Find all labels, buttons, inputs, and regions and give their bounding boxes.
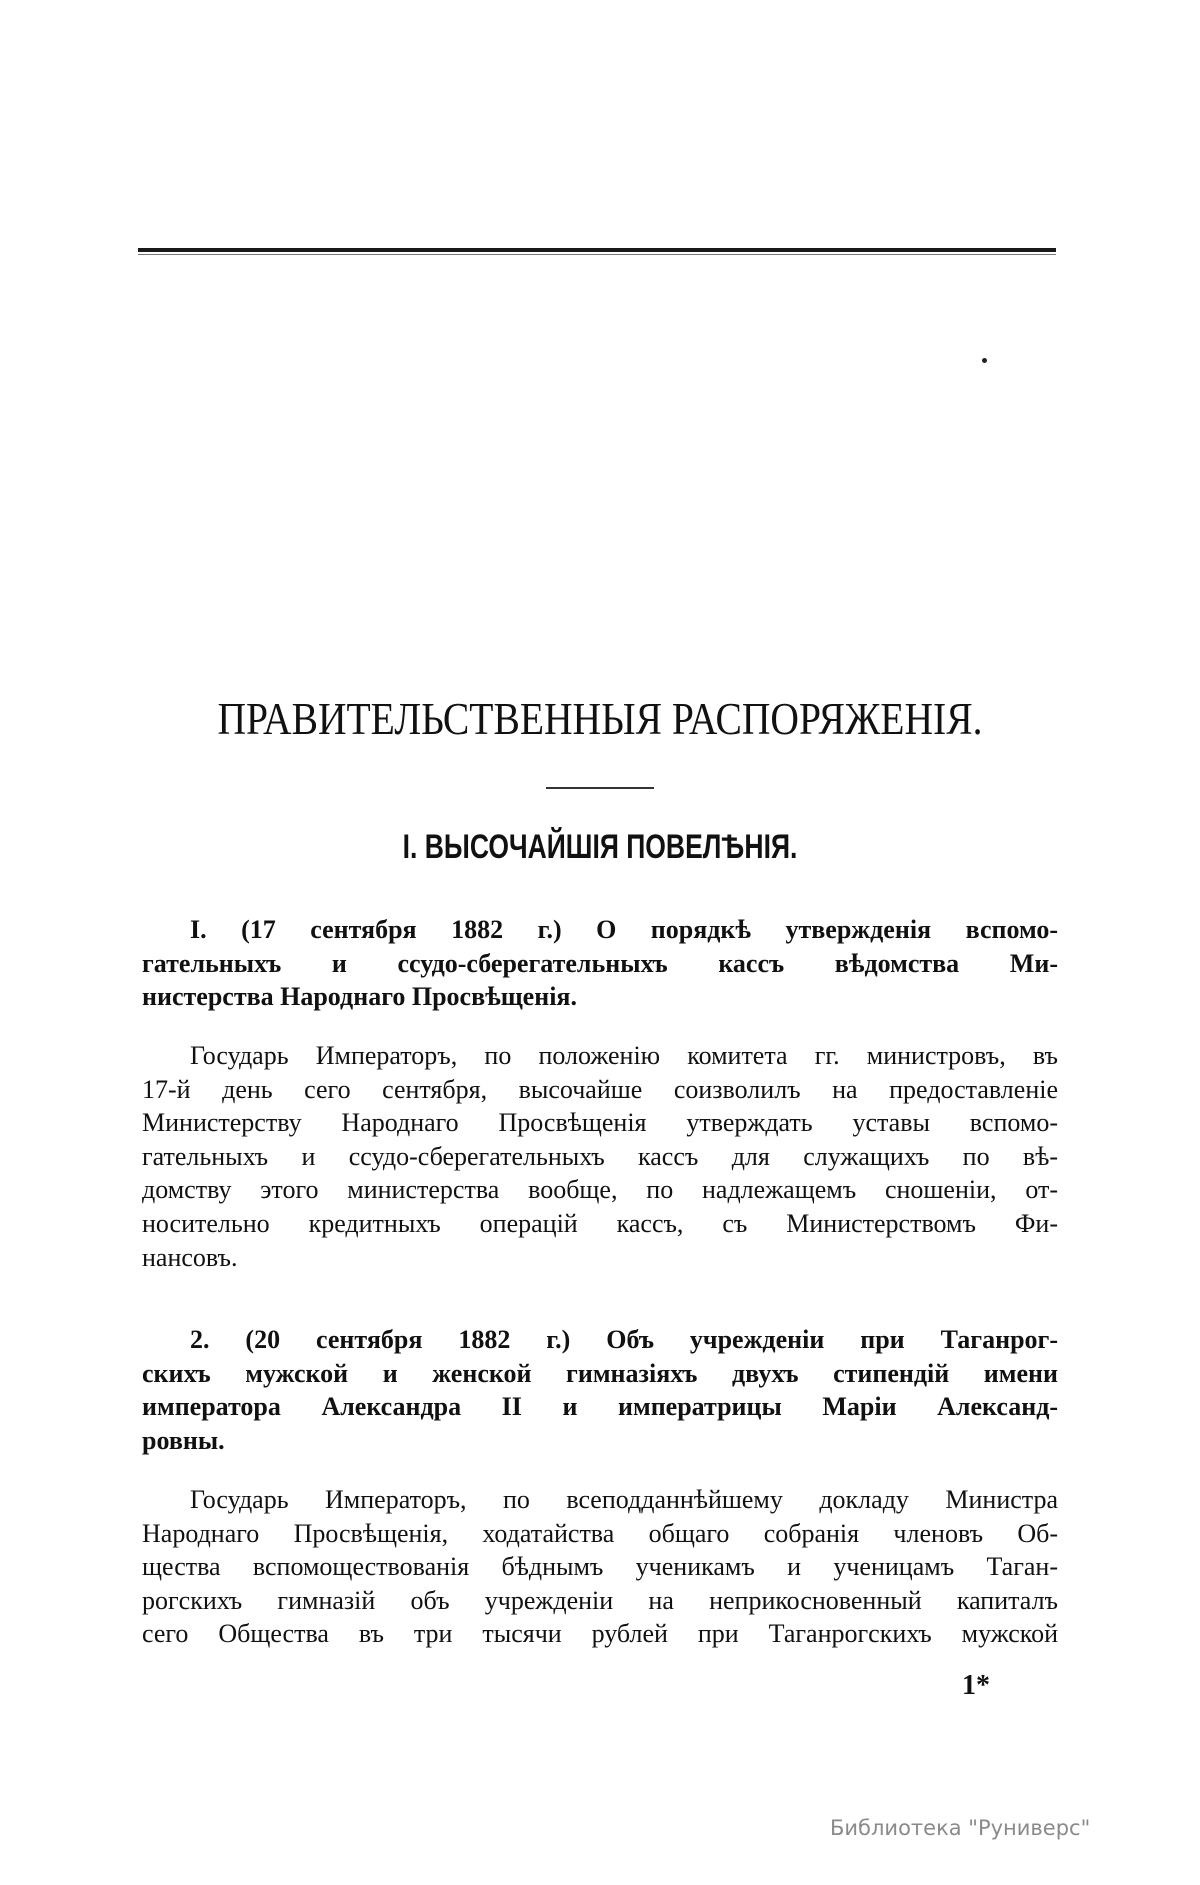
top-rule [138, 248, 1056, 252]
section-heading: I. ВЫСОЧАЙШІЯ ПОВЕЛѢНІЯ. [402, 828, 798, 866]
text-line: 17-й день сего сентября, высочайше соизволилъ на предоставленіе [142, 1074, 1058, 1104]
text-line: I. (17 сентября 1882 г.) О порядкѣ утвержденія вспомо- [190, 915, 1058, 944]
text-line: императора Александра II и императрицы Маріи Александ- [142, 1392, 1058, 1422]
text-line: ровны. [142, 1425, 225, 1455]
page-title: ПРАВИТЕЛЬСТВЕННЫЯ РАСПОРЯЖЕНІЯ. [217, 693, 983, 744]
item-2-body [142, 1483, 1058, 1651]
text-line: Государь Императоръ, по положенію комитета гг. министровъ, въ [190, 1041, 1058, 1070]
text-line: гательныхъ и ссудо-сберегательныхъ кассъ вѣдомства Ми- [142, 948, 1058, 978]
text-line: Государь Императоръ, по всеподданнѣйшему докладу Министра [190, 1485, 1058, 1514]
signature-mark: 1* [962, 1670, 990, 1701]
text-line: Народнаго Просвѣщенія, ходатайства общаго собранія членовъ Об- [142, 1518, 1058, 1548]
text-line: нансовъ. [142, 1242, 238, 1272]
text-line: сего Общества въ три тысячи рублей при Таганрогскихъ мужской [142, 1619, 1058, 1649]
scan-speck [982, 358, 987, 363]
text-line: щества вспомоществованія бѣднымъ ученикамъ и ученицамъ Таган- [142, 1552, 1058, 1582]
library-watermark: Библиотека "Руниверс" [830, 1816, 1091, 1840]
text-line: Министерству Народнаго Просвѣщенія утверждать уставы вспомо- [142, 1108, 1058, 1138]
item-1-heading [142, 913, 1058, 1014]
text-line: нистерства Народнаго Просвѣщенія. [142, 982, 577, 1012]
item-2-heading [142, 1323, 1058, 1457]
item-1-body [142, 1039, 1058, 1274]
text-line: носительно кредитныхъ операцій кассъ, съ Министерствомъ Фи- [142, 1208, 1058, 1238]
text-line: гательныхъ и ссудо-сберегательныхъ кассъ для служащихъ по вѣ- [142, 1141, 1058, 1171]
text-line: скихъ мужской и женской гимназіяхъ двухъ стипендій имени [142, 1358, 1058, 1388]
text-line: домству этого министерства вообще, по надлежащемъ сношеніи, от- [142, 1175, 1058, 1205]
text-line: рогскихъ гимназій объ учрежденіи на неприкосновенный капиталъ [142, 1585, 1058, 1615]
title-divider [546, 787, 654, 789]
text-line: 2. (20 сентября 1882 г.) Объ учрежденіи при Таганрог- [190, 1325, 1058, 1354]
